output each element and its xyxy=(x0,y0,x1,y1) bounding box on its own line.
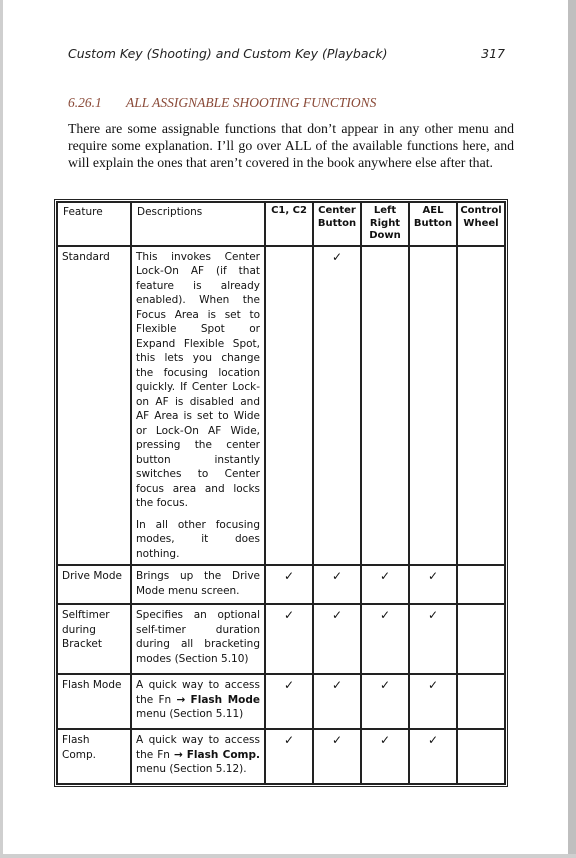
left-right-down-cell xyxy=(361,565,409,604)
section-number: 6.26.1 xyxy=(68,95,102,110)
table-header-row xyxy=(57,202,505,246)
description-text: In all other focusing modes, it does nothing. xyxy=(136,518,260,560)
check-mark-icon: ✓ xyxy=(331,608,343,622)
section-heading xyxy=(68,95,508,111)
center-button-cell xyxy=(313,604,361,674)
control-wheel-cell xyxy=(457,565,505,604)
check-mark-icon: ✓ xyxy=(379,733,391,747)
description-cell: Specifies an optional self-timer duration during all bracketing modes (Section 5.10) xyxy=(131,604,265,674)
c1-c2-cell xyxy=(265,729,313,784)
header-descriptions: Descriptions xyxy=(131,202,265,246)
feature-cell: Selftimer during Bracket xyxy=(57,604,131,674)
table-row xyxy=(57,729,505,784)
feature-cell: Flash Comp. xyxy=(57,729,131,784)
check-mark-icon: ✓ xyxy=(331,678,343,692)
description-cell: Brings up the Drive Mode menu screen. xyxy=(131,565,265,604)
page-number: 317 xyxy=(481,46,505,61)
right-arrow-icon: → xyxy=(176,693,186,706)
ael-button-cell xyxy=(409,565,457,604)
check-mark-icon: ✓ xyxy=(427,569,439,583)
check-mark-icon: ✓ xyxy=(331,569,343,583)
table-row xyxy=(57,674,505,729)
control-wheel-cell xyxy=(457,246,505,566)
c1-c2-cell xyxy=(265,674,313,729)
description-cell: A quick way to access the Fn → Flash Comp. menu (Section 5.12). xyxy=(131,729,265,784)
center-button-cell xyxy=(313,565,361,604)
check-mark-icon: ✓ xyxy=(379,678,391,692)
ael-button-cell xyxy=(409,246,457,566)
c1-c2-cell xyxy=(265,565,313,604)
center-button-cell xyxy=(313,729,361,784)
c1-c2-cell xyxy=(265,246,313,566)
ael-button-cell xyxy=(409,604,457,674)
page-edge-left xyxy=(0,0,3,858)
check-mark-icon: ✓ xyxy=(331,733,343,747)
feature-cell: Standard xyxy=(57,246,131,566)
check-mark-icon: ✓ xyxy=(379,608,391,622)
left-right-down-cell xyxy=(361,246,409,566)
table-row xyxy=(57,246,505,566)
description-cell xyxy=(131,246,265,566)
check-mark-icon: ✓ xyxy=(379,569,391,583)
header-feature: Feature xyxy=(57,202,131,246)
control-wheel-cell xyxy=(457,729,505,784)
header-control-wheel: Control Wheel xyxy=(457,202,505,246)
header-c1-c2: C1, C2 xyxy=(265,202,313,246)
feature-cell: Drive Mode xyxy=(57,565,131,604)
left-right-down-cell xyxy=(361,674,409,729)
check-mark-icon: ✓ xyxy=(283,608,295,622)
assignable-functions-table xyxy=(54,199,508,787)
description-text: This invokes Center Lock-On AF (if that feature is already enabled). When the Focus Area is set to Flexible Spot or Expand Flexible Spot, this lets you change the focusing location quickly. If Center Lock-on AF is disabled and AF Area is set to Wide or Lock-On AF Wide, pressing the center button instantly switches to Center focus area and locks the focus. xyxy=(136,250,260,509)
running-title: Custom Key (Shooting) and Custom Key (Playback) xyxy=(68,46,388,61)
left-right-down-cell xyxy=(361,729,409,784)
header-left-right-down: Left Right Down xyxy=(361,202,409,246)
header-ael-button: AEL Button xyxy=(409,202,457,246)
check-mark-icon: ✓ xyxy=(283,733,295,747)
section-title: ALL ASSIGNABLE SHOOTING FUNCTIONS xyxy=(126,95,377,110)
check-mark-icon: ✓ xyxy=(283,678,295,692)
check-mark-icon: ✓ xyxy=(331,249,343,264)
center-button-cell xyxy=(313,674,361,729)
check-mark-icon: ✓ xyxy=(427,608,439,622)
table-row xyxy=(57,604,505,674)
control-wheel-cell xyxy=(457,604,505,674)
right-arrow-icon: → xyxy=(173,748,183,761)
running-header xyxy=(68,46,505,61)
control-wheel-cell xyxy=(457,674,505,729)
left-right-down-cell xyxy=(361,604,409,674)
check-mark-icon: ✓ xyxy=(427,733,439,747)
intro-paragraph: There are some assignable functions that don’t appear in any other menu and require some explanation. I’ll go over ALL of the available functions here, and will explain the ones that aren’t covered in the book anywhere else after that. xyxy=(68,121,514,170)
page-edge-bottom xyxy=(0,854,576,858)
feature-cell: Flash Mode xyxy=(57,674,131,729)
table-row xyxy=(57,565,505,604)
header-center-button: Center Button xyxy=(313,202,361,246)
ael-button-cell xyxy=(409,729,457,784)
page-edge-right xyxy=(568,0,576,858)
check-mark-icon: ✓ xyxy=(427,678,439,692)
ael-button-cell xyxy=(409,674,457,729)
center-button-cell xyxy=(313,246,361,566)
description-cell: A quick way to access the Fn → Flash Mode menu (Section 5.11) xyxy=(131,674,265,729)
check-mark-icon: ✓ xyxy=(283,569,295,583)
c1-c2-cell xyxy=(265,604,313,674)
